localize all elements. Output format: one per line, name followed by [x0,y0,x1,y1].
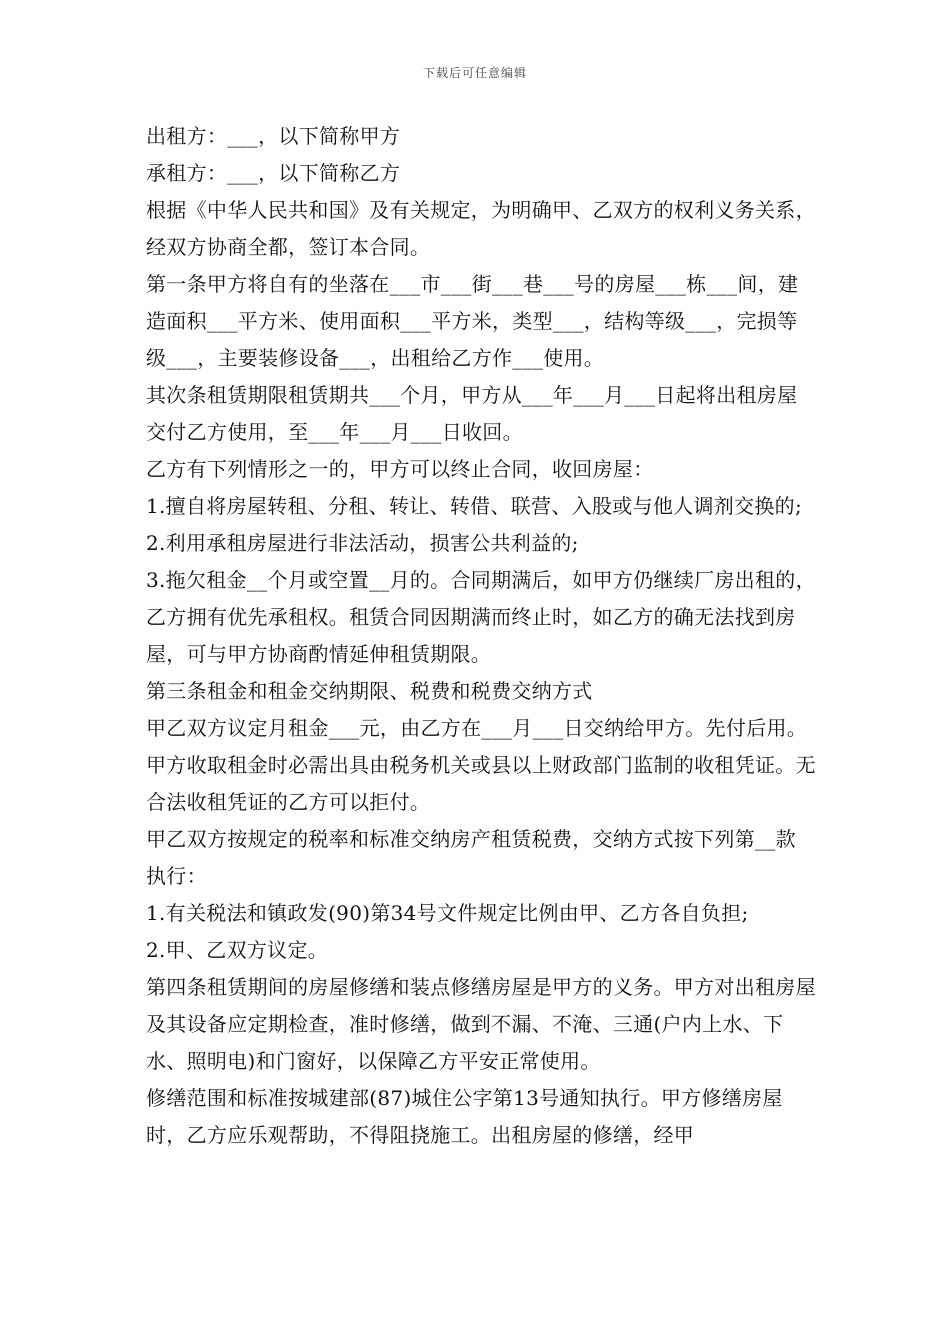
paragraph-tax-payment: 甲乙双方按规定的税率和标准交纳房产租赁税费，交纳方式按下列第__款执行： [146,827,796,888]
paragraph-article-3-title: 第三条租金和租金交纳期限、税费和税费交纳方式 [146,679,593,703]
paragraph-tax-option-2: 2.甲、乙双方议定。 [146,938,329,962]
paragraph-article-4: 第四条租赁期间的房屋修缮和装点修缮房屋是甲方的义务。甲方对出租房屋及其设备应定期检查，准时修缮，做到不漏、不淹、三通(户内上水、下水、照明电)和门窗好，以保障乙方平安正常使用。 [146,975,816,1073]
paragraph-article-1: 第一条甲方将自有的坐落在___市___街___巷___号的房屋___栋___间，建造面积___平方米、使用面积___平方米，类型___，结构等级___，完损等级___，主要装修设备___，出租给乙方作___使用。 [146,272,799,370]
page-header-note: 下载后可任意编辑 [422,66,527,80]
paragraph-lessor: 出租方：___，以下简称甲方 [146,124,401,148]
paragraph-termination-3: 3.拖欠租金__个月或空置__月的。合同期满后，如甲方仍继续厂房出租的，乙方拥有优先承租权。租赁合同因期满而终止时，如乙方的确无法找到房屋，可与甲方协商酌情延伸租赁期限。 [146,568,816,666]
paragraph-lessee: 承租方：___，以下简称乙方 [146,161,401,185]
paragraph-termination-1: 1.擅自将房屋转租、分租、转让、转借、联营、入股或与他人调剂交换的; [146,494,803,518]
paragraph-termination-2: 2.利用承租房屋进行非法活动，损害公共利益的; [146,531,579,555]
paragraph-repair-scope: 修缮范围和标准按城建部(87)城住公字第13号通知执行。甲方修缮房屋时，乙方应乐观帮助，不得阻挠施工。出租房屋的修缮，经甲 [146,1086,783,1147]
paragraph-tax-option-1: 1.有关税法和镇政发(90)第34号文件规定比例由甲、乙方各自负担; [146,901,749,925]
paragraph-termination-intro: 乙方有下列情形之一的，甲方可以终止合同，收回房屋： [146,457,654,481]
paragraph-preamble: 根据《中华人民共和国》及有关规定，为明确甲、乙双方的权利义务关系，经双方协商全都，签订本合同。 [146,198,816,259]
paragraph-rent-payment: 甲乙双方议定月租金___元，由乙方在___月___日交纳给甲方。先付后用。甲方收取租金时必需出具由税务机关或县以上财政部门监制的收租凭证。无合法收租凭证的乙方可以拒付。 [146,716,816,814]
paragraph-article-2: 其次条租赁期限租赁期共___个月，甲方从___年___月___日起将出租房屋交付乙方使用，至___年___月___日收回。 [146,383,798,444]
contract-body [146,118,816,1154]
